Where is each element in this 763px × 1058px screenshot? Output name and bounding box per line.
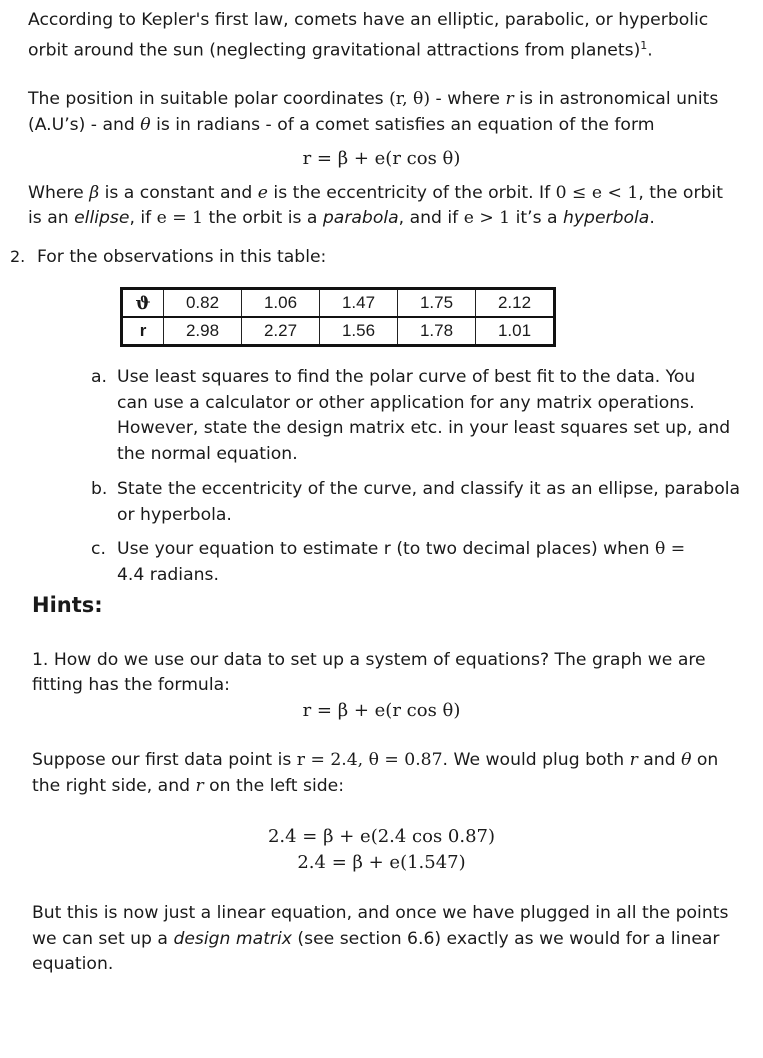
hint-text: on <box>691 750 719 770</box>
part-b-line-2: or hyperbola. <box>117 505 232 525</box>
position-text: is in radians - of a comet satisfies an equation of the form <box>150 115 655 135</box>
hint-text: Suppose our first data point is <box>32 750 297 770</box>
theta-cell: 1.06 <box>242 289 320 318</box>
r-row-label: r <box>122 317 164 346</box>
where-text: is an <box>28 208 75 228</box>
where-text: . <box>649 208 655 228</box>
r-cell: 2.27 <box>242 317 320 346</box>
design-matrix-term: design matrix <box>173 929 292 949</box>
hint-but-line-3: equation. <box>32 954 114 974</box>
hyperbola-condition: e > 1 <box>463 208 511 228</box>
where-text: , if <box>129 208 157 228</box>
part-a-line-2: can use a calculator or other application for any matrix operations. <box>117 393 695 413</box>
where-text: , and if <box>398 208 464 228</box>
observations-table <box>120 287 556 347</box>
where-line-1 <box>28 183 723 203</box>
beta-variable: β <box>89 183 100 203</box>
theta-row-label: ϑ <box>122 289 164 318</box>
hyperbola-term: hyperbola <box>562 208 650 228</box>
part-c-label: c. <box>91 539 106 559</box>
r-variable: r <box>195 776 204 796</box>
polar-coords-math: (r, θ) <box>389 89 431 109</box>
parabola-condition: e = 1 <box>156 208 204 228</box>
theta-variable: θ <box>140 115 151 135</box>
position-text: (A.U’s) - and <box>28 115 141 135</box>
intro-line-2-text: orbit around the sun (neglecting gravitational attractions from planets) <box>28 40 641 61</box>
intro-line-1: According to Kepler's first law, comets have an elliptic, parabolic, or hyperbolic <box>28 10 709 30</box>
part-b-label: b. <box>91 479 108 499</box>
theta-equals: θ = <box>655 539 686 559</box>
where-line-2 <box>28 208 655 228</box>
hint-suppose-line-2 <box>32 776 344 796</box>
hint-text: . We would plug both <box>442 750 630 770</box>
where-text: the orbit is a <box>203 208 323 228</box>
parabola-term: parabola <box>322 208 399 228</box>
hint-but-line-2 <box>32 929 720 949</box>
where-text: is the eccentricity of the orbit. If <box>267 183 556 203</box>
footnote-mark: 1 <box>640 39 648 52</box>
ellipse-term: ellipse <box>74 208 130 228</box>
part-c-line-2: 4.4 radians. <box>117 565 219 585</box>
data-point-math: r = 2.4, θ = 0.87 <box>296 750 443 770</box>
where-text: Where <box>28 183 90 203</box>
r-cell: 2.98 <box>164 317 242 346</box>
intro-line-2 <box>28 36 653 61</box>
question-text: For the observations in this table: <box>37 247 327 267</box>
r-variable: r <box>505 89 514 109</box>
where-text: is a constant and <box>99 183 258 203</box>
part-c-text: Use your equation to estimate r (to two decimal places) when <box>117 539 655 559</box>
theta-row <box>122 289 555 318</box>
hint-suppose-line-1 <box>32 750 718 770</box>
r-cell: 1.56 <box>320 317 398 346</box>
position-text: - where <box>430 89 506 109</box>
theta-variable: θ <box>681 750 692 770</box>
theta-cell: 0.82 <box>164 289 242 318</box>
question-number: 2. <box>10 247 26 266</box>
hint-text: (see section 6.6) exactly as we would for a linear <box>291 929 720 949</box>
part-a-line-3: However, state the design matrix etc. in your least squares set up, and <box>117 418 731 438</box>
hint-text: on the left side: <box>203 776 344 796</box>
hint-text: we can set up a <box>32 929 174 949</box>
orbit-equation: r = β + e(r cos θ) <box>302 148 461 169</box>
hint-text: the right side, and <box>32 776 196 796</box>
part-a-label: a. <box>91 367 107 387</box>
position-line-2 <box>28 115 654 135</box>
hint-but-line-1: But this is now just a linear equation, and once we have plugged in all the points <box>32 903 729 923</box>
hint-text: and <box>637 750 682 770</box>
part-c-line-1 <box>117 539 685 559</box>
worked-equation-1: 2.4 = β + e(2.4 cos 0.87) <box>267 826 496 847</box>
intro-line-2-end: . <box>647 40 653 61</box>
worked-equation-2: 2.4 = β + e(1.547) <box>297 852 466 873</box>
position-line-1 <box>28 89 718 109</box>
position-text: is in astronomical units <box>513 89 719 109</box>
theta-cell: 1.75 <box>398 289 476 318</box>
r-row <box>122 317 555 346</box>
part-a-line-1: Use least squares to find the polar curve of best fit to the data. You <box>117 367 696 387</box>
r-cell: 1.78 <box>398 317 476 346</box>
r-variable: r <box>629 750 638 770</box>
theta-cell: 1.47 <box>320 289 398 318</box>
where-text: , the orbit <box>638 183 723 203</box>
hint-1-line-2: fitting has the formula: <box>32 675 230 695</box>
part-a-line-4: the normal equation. <box>117 444 298 464</box>
hint-equation: r = β + e(r cos θ) <box>302 700 461 721</box>
hints-heading: Hints: <box>32 593 103 617</box>
e-variable: e <box>257 183 268 203</box>
theta-cell: 2.12 <box>476 289 555 318</box>
position-text: The position in suitable polar coordinates <box>28 89 390 109</box>
where-text: it’s a <box>510 208 563 228</box>
hint-1-line-1: 1. How do we use our data to set up a system of equations? The graph we are <box>32 650 706 670</box>
r-cell: 1.01 <box>476 317 555 346</box>
part-b-line-1: State the eccentricity of the curve, and classify it as an ellipse, parabola <box>117 479 741 499</box>
ellipse-condition: 0 ≤ e < 1 <box>555 183 639 203</box>
